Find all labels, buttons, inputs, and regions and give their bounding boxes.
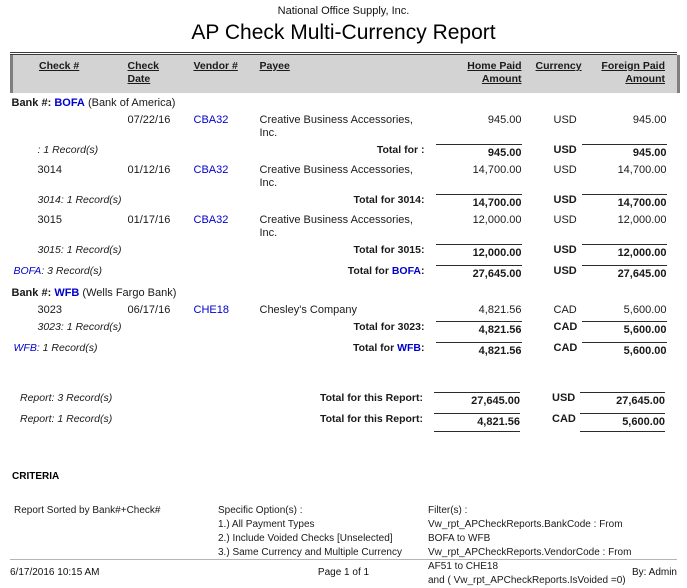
column-header-home-line1: Home Paid	[467, 60, 522, 72]
section-gap	[10, 360, 677, 388]
foreign-paid-amount: 14,700.00	[617, 164, 667, 176]
check-total-row	[12, 318, 679, 339]
total-label-text: Total for 3023	[353, 321, 421, 333]
column-header-foreign-line2: Amount	[625, 73, 665, 85]
column-header-date	[100, 55, 180, 93]
total-label-colon: :	[421, 144, 425, 156]
total-label	[250, 191, 430, 212]
column-header-row	[12, 55, 679, 93]
record-count: 3023: 1 Record(s)	[37, 321, 122, 333]
payee-name: Creative Business Accessories, Inc.	[259, 114, 413, 139]
vendor-code-link[interactable]: CBA32	[193, 214, 229, 226]
payee-name: Creative Business Accessories, Inc.	[259, 214, 413, 239]
check-table	[10, 55, 680, 360]
record-count: 3014: 1 Record(s)	[37, 194, 122, 206]
total-label	[250, 241, 430, 262]
total-currency: USD	[552, 392, 576, 404]
check-total-row	[12, 141, 679, 162]
total-label	[250, 339, 430, 360]
bank-header-bofa	[12, 93, 679, 112]
total-foreign-amount: 12,000.00	[582, 244, 667, 260]
total-foreign-amount: 27,645.00	[580, 392, 665, 408]
criteria-options-title: Specific Option(s) :	[218, 505, 303, 516]
column-header-check-label: Check #	[39, 60, 80, 72]
report-total-row-cad	[10, 409, 677, 433]
total-label: Total for this Report:	[319, 413, 424, 425]
report-totals-table	[10, 388, 677, 433]
criteria-filter: Vw_rpt_APCheckReports.BankCode : From BOFA to WFB	[428, 519, 623, 544]
total-label-text: Total for 3014	[353, 194, 421, 206]
record-count: Report: 3 Record(s)	[20, 392, 113, 404]
total-currency: USD	[553, 144, 577, 156]
record-count: Report: 1 Record(s)	[20, 413, 113, 425]
total-label-code: WFB	[397, 342, 421, 354]
total-label-colon: :	[421, 244, 425, 256]
column-header-date-label: Check Date	[127, 60, 160, 85]
check-number: 3014	[37, 164, 62, 176]
bank-code-link[interactable]: BOFA	[54, 97, 85, 109]
total-foreign-amount: 5,600.00	[582, 321, 667, 337]
foreign-paid-amount: 5,600.00	[623, 304, 667, 316]
total-label-text: Total for	[347, 265, 392, 277]
total-label-text: Total for	[352, 342, 398, 354]
check-number	[12, 112, 100, 141]
column-header-home-paid	[430, 55, 522, 93]
total-home-amount: 945.00	[436, 144, 522, 160]
total-home-amount: 27,645.00	[434, 392, 520, 408]
column-header-payee-label: Payee	[259, 60, 290, 72]
check-number: 3015	[37, 214, 62, 226]
bank-name: (Bank of America)	[87, 97, 176, 109]
column-header-home-line2: Amount	[481, 73, 522, 85]
footer-author: By: Admin	[631, 567, 677, 578]
currency-code: USD	[553, 214, 577, 226]
check-date: 06/17/16	[127, 304, 171, 316]
check-date: 01/12/16	[127, 164, 171, 176]
criteria-filters-title: Filter(s) :	[428, 505, 468, 516]
column-header-check	[12, 55, 100, 93]
check-number: 3023	[37, 304, 62, 316]
bank-label: Bank #:	[11, 97, 52, 109]
company-name: National Office Supply, Inc.	[277, 5, 410, 17]
column-header-foreign-line1: Foreign Paid	[601, 60, 665, 72]
currency-code: CAD	[553, 304, 577, 316]
vendor-code-link[interactable]: CBA32	[193, 164, 229, 176]
bank-label: Bank #:	[11, 287, 52, 299]
record-count: : 1 Record(s)	[36, 342, 98, 354]
total-home-amount: 4,821.56	[436, 321, 522, 337]
foreign-paid-amount: 12,000.00	[617, 214, 667, 226]
criteria-option: 3.) Same Currency and Multiple Currency	[218, 547, 402, 558]
total-foreign-amount: 14,700.00	[582, 194, 667, 210]
total-label-code: BOFA	[391, 265, 421, 277]
report-total-row-usd	[10, 388, 677, 409]
bank-total-row-wfb	[12, 339, 679, 360]
bank-name: (Wells Fargo Bank)	[82, 287, 177, 299]
column-header-vendor-label: Vendor #	[193, 60, 238, 72]
total-label-text: Total for 3015	[353, 244, 421, 256]
check-total-row	[12, 191, 679, 212]
home-paid-amount: 945.00	[487, 114, 522, 126]
total-label-text: Total for	[376, 144, 421, 156]
home-paid-amount: 14,700.00	[472, 164, 522, 176]
record-count: : 1 Record(s)	[37, 144, 99, 156]
total-foreign-amount: 5,600.00	[582, 342, 667, 358]
criteria-sort: Report Sorted by Bank#+Check#	[14, 505, 161, 516]
total-currency: CAD	[553, 342, 578, 354]
record-count: : 3 Record(s)	[41, 265, 102, 277]
total-currency: CAD	[553, 321, 578, 333]
total-label-colon: :	[421, 265, 425, 277]
payee-name: Creative Business Accessories, Inc.	[259, 164, 413, 189]
total-label	[250, 262, 430, 283]
total-foreign-amount: 5,600.00	[580, 413, 665, 432]
total-home-amount: 14,700.00	[436, 194, 522, 210]
foreign-paid-amount: 945.00	[632, 114, 667, 126]
record-count: 3015: 1 Record(s)	[37, 244, 122, 256]
criteria-heading: CRITERIA	[12, 471, 60, 482]
total-currency: USD	[553, 265, 577, 277]
footer-page-number: Page 1 of 1	[317, 567, 370, 578]
table-row	[12, 302, 679, 318]
total-foreign-amount: 945.00	[582, 144, 667, 160]
check-date: 01/17/16	[127, 214, 171, 226]
vendor-code-link[interactable]: CBA32	[193, 114, 229, 126]
bank-header-wfb	[12, 283, 679, 302]
total-home-amount: 4,821.56	[434, 413, 520, 432]
column-header-currency-label: Currency	[535, 60, 582, 72]
table-row	[12, 212, 679, 241]
payee-name: Chesley's Company	[259, 304, 357, 316]
check-total-row	[12, 241, 679, 262]
total-label	[250, 318, 430, 339]
total-label	[250, 141, 430, 162]
criteria-option: 1.) All Payment Types	[218, 519, 315, 530]
column-header-payee	[250, 55, 430, 93]
table-row	[12, 112, 679, 141]
criteria-option: 2.) Include Voided Checks [Unselected]	[218, 533, 393, 544]
currency-code: USD	[553, 114, 577, 126]
home-paid-amount: 12,000.00	[472, 214, 522, 226]
total-label-colon: :	[421, 342, 425, 354]
total-foreign-amount: 27,645.00	[582, 265, 667, 281]
home-paid-amount: 4,821.56	[478, 304, 522, 316]
page-title: AP Check Multi-Currency Report	[191, 21, 496, 44]
total-home-amount: 27,645.00	[436, 265, 522, 281]
total-label: Total for this Report:	[319, 392, 424, 404]
table-row	[12, 162, 679, 191]
total-label-colon: :	[421, 194, 425, 206]
total-currency: CAD	[552, 413, 576, 425]
bank-code-link[interactable]: WFB	[54, 287, 80, 299]
footer-datetime: 6/17/2016 10:15 AM	[10, 567, 100, 578]
record-count-code: WFB	[13, 342, 37, 354]
page-footer	[10, 559, 677, 578]
criteria-filter: Vw_rpt_APCheckReports.VendorCode : From AF51 to CHE18	[428, 547, 632, 572]
total-currency: USD	[553, 194, 577, 206]
total-currency: USD	[553, 244, 577, 256]
column-header-foreign-paid	[582, 55, 679, 93]
total-home-amount: 12,000.00	[436, 244, 522, 260]
record-count-code: BOFA	[13, 265, 42, 277]
column-header-currency	[522, 55, 582, 93]
bank-total-row-bofa	[12, 262, 679, 283]
currency-code: USD	[553, 164, 577, 176]
column-header-vendor	[180, 55, 250, 93]
vendor-code-link[interactable]: CHE18	[193, 304, 229, 316]
check-date: 07/22/16	[127, 114, 171, 126]
total-home-amount: 4,821.56	[436, 342, 522, 358]
criteria-filter: and ( Vw_rpt_APCheckReports.IsVoided =0)	[428, 575, 626, 586]
total-label-colon: :	[421, 321, 425, 333]
